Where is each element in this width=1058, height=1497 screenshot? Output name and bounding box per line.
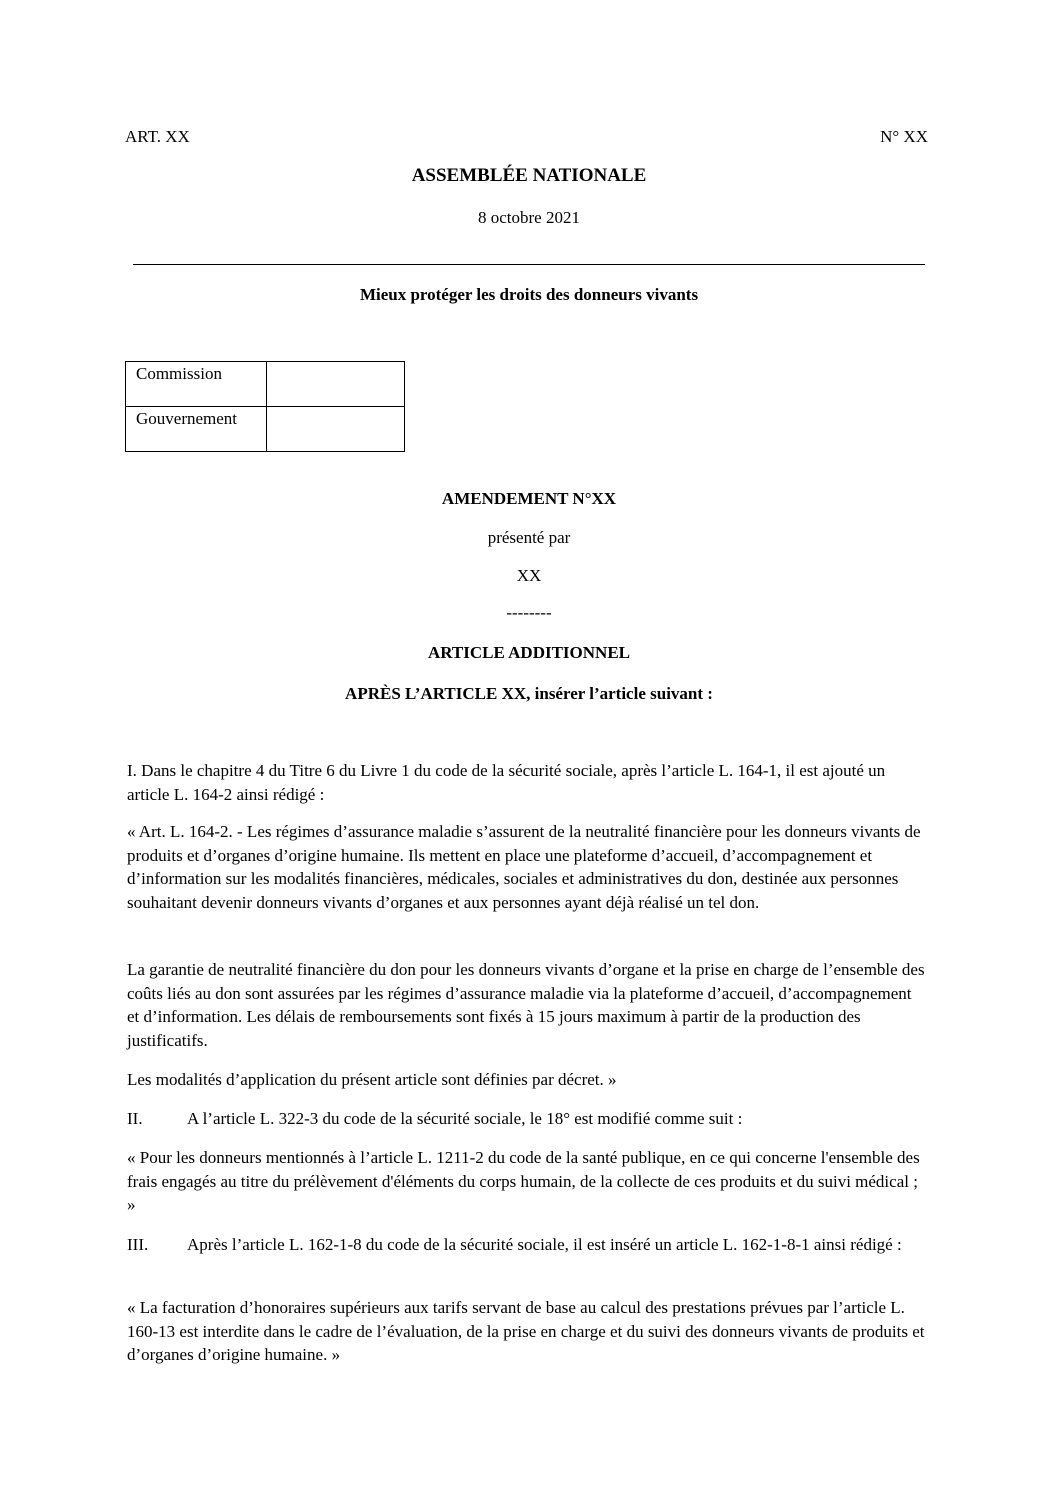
article-reference: ART. XX	[125, 127, 190, 146]
paragraph-5-label: II.	[127, 1109, 143, 1128]
document-subject: Mieux protéger les droits des donneurs vivants	[359, 285, 699, 304]
paragraph-1: I. Dans le chapitre 4 du Titre 6 du Livre 1 du code de la sécurité sociale, après l’article L. 164-1, il est ajouté un article L. 164-2 ainsi rédigé :	[127, 761, 886, 804]
amendment-author: XX	[516, 566, 542, 585]
page-title: ASSEMBLÉE NATIONALE	[411, 165, 647, 186]
stamp-table	[125, 361, 405, 452]
paragraph-8: « La facturation d’honoraires supérieurs aux tarifs servant de base au calcul des prestations prévues par l’article L. 160-13 est interdite dans le cadre de l’évaluation, de la prise en charge et du suivi des donneurs vivants de produits et d’organes d’origine humaine. »	[127, 1298, 925, 1364]
paragraph-4: Les modalités d’application du présent article sont définies par décret. »	[127, 1070, 617, 1089]
stamp-label-commission: Commission	[126, 362, 267, 407]
amendment-number-reference: N° XX	[880, 127, 928, 146]
stamp-row-commission	[126, 362, 405, 407]
paragraph-2: « Art. L. 164-2. - Les régimes d’assurance maladie s’assurent de la neutralité financière pour les donneurs vivants de produits et d’organes d’origine humaine. Ils mettent en place une plateforme d’accueil, d’accompagnement et d’information sur les modalités financières, médicales, sociales et administratives du don, destinée aux personnes souhaitant devenir donneurs vivants d’organes et aux personnes ayant déjà réalisé un tel don.	[127, 822, 921, 912]
stamp-label-gouvernement: Gouvernement	[126, 407, 267, 452]
insertion-instruction: APRÈS L’ARTICLE XX, insérer l’article suivant :	[345, 684, 713, 703]
paragraph-7-text: Après l’article L. 162-1-8 du code de la sécurité sociale, il est inséré un article L. 162-1-8-1 ainsi rédigé :	[187, 1235, 902, 1254]
paragraph-3: La garantie de neutralité financière du don pour les donneurs vivants d’organe et la prise en charge de l’ensemble des coûts liés au don sont assurées par les régimes d’assurance maladie via la plateforme d’accueil, d’accompagnement et d’information. Les délais de remboursements sont fixés à 15 jours maximum à partir de la production des justificatifs.	[127, 960, 925, 1050]
paragraph-6: « Pour les donneurs mentionnés à l’article L. 1211-2 du code de la santé publique, en ce qui concerne l'ensemble des frais engagés au titre du prélèvement d'éléments du corps humain, de la collecte de ces produits et du suivi médical ; »	[127, 1148, 920, 1214]
document-date: 8 octobre 2021	[478, 208, 580, 227]
separator-dashes: --------	[506, 603, 552, 622]
article-type: ARTICLE ADDITIONNEL	[427, 643, 631, 662]
horizontal-rule	[133, 264, 925, 265]
stamp-box-gouvernement	[267, 407, 405, 452]
amendment-heading: AMENDEMENT N°XX	[441, 489, 617, 508]
paragraph-7	[127, 1233, 925, 1257]
stamp-box-commission	[267, 362, 405, 407]
stamp-row-gouvernement	[126, 407, 405, 452]
presented-by: présenté par	[487, 528, 571, 547]
paragraph-5	[127, 1107, 925, 1131]
paragraph-5-text: A l’article L. 322-3 du code de la sécurité sociale, le 18° est modifié comme suit :	[187, 1109, 743, 1128]
paragraph-7-label: III.	[127, 1235, 149, 1254]
